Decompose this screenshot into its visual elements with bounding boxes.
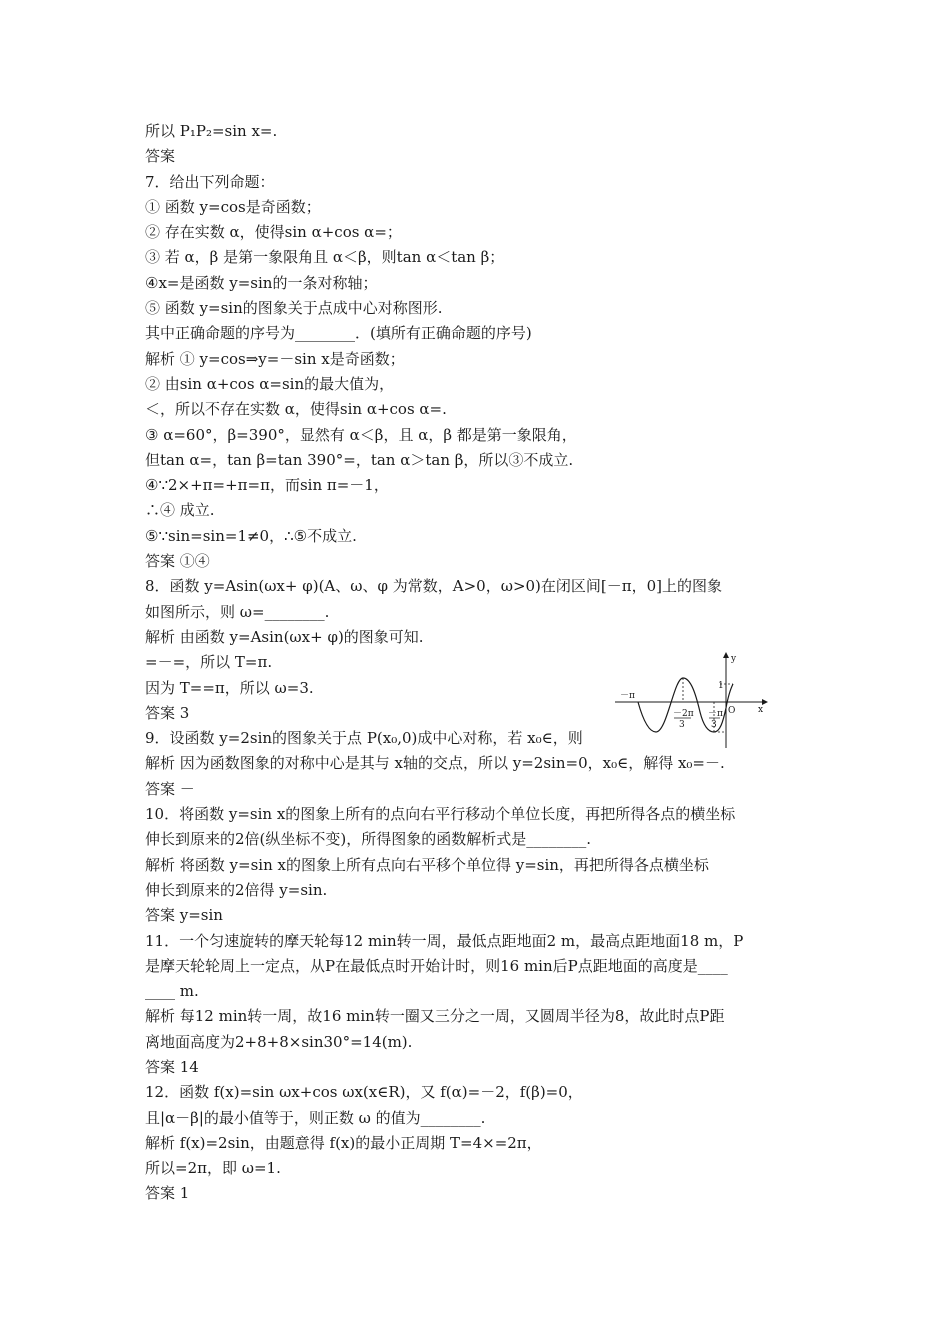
text-line: ③ 若 α，β 是第一象限角且 α＜β，则tan α＜tan β； (145, 248, 505, 267)
text-line: 是摩天轮轮周上一定点，从P在最低点时开始计时，则16 min后P点距地面的高度是____ (145, 956, 728, 975)
one-label: 1 (718, 681, 724, 691)
text-line: 答案 1 (145, 1184, 190, 1203)
text-line: 8．函数 y=Asin(ωx+ φ)(A、ω、φ 为常数，A>0，ω>0)在闭区间[－π，0]上的图象 (145, 577, 723, 596)
text-line: ⑤∵sin=sin=1≠0，∴⑤不成立. (145, 526, 357, 545)
text-line: 10．将函数 y=sin x的图象上所有的点向右平行移动个单位长度，再把所得各点的横坐标 (145, 805, 736, 824)
x-axis-label: x (758, 705, 764, 715)
text-line: 因为 T==π，所以 ω=3. (145, 678, 314, 697)
text-line: ② 由sin α+cos α=sin的最大值为， (145, 374, 395, 393)
text-line: 7．给出下列命题： (145, 172, 275, 191)
text-line: 所以=2π，即 ω=1. (145, 1159, 281, 1178)
text-line: 但tan α=，tan β=tan 390°=，tan α＞tan β，所以③不成立. (145, 450, 574, 469)
text-line: ④x=是函数 y=sin的一条对称轴； (145, 273, 378, 292)
sine-graph-figure (612, 650, 774, 750)
text-line: 解析 ① y=cos⇒y=－sin x是奇函数； (145, 349, 405, 368)
text-line: ∴④ 成立. (145, 501, 215, 520)
text-line: 解析 每12 min转一周，故16 min转一圈又三分之一周，又圆周半径为8，故此时点P距 (145, 1007, 725, 1026)
text-line: 答案 14 (145, 1057, 199, 1076)
text-line: 解析 因为函数图象的对称中心是其与 x轴的交点，所以 y=2sin=0，x₀∈，解得 x₀=－. (145, 754, 725, 773)
text-line: 9．设函数 y=2sin的图象关于点 P(x₀,0)成中心对称，若 x₀∈，则 (145, 729, 583, 748)
text-line: 离地面高度为2+8+8×sin30°=14(m). (145, 1032, 413, 1051)
text-line: 解析 由函数 y=Asin(ωx+ φ)的图象可知. (145, 627, 424, 646)
sine-graph-svg (612, 650, 774, 750)
text-line: 答案 (145, 147, 176, 166)
text-line: 伸长到原来的2倍得 y=sin. (145, 880, 328, 899)
neg-pi-3-numerator: －π (708, 709, 723, 719)
text-line: 解析 将函数 y=sin x的图象上所有点向右平移个单位得 y=sin，再把所得各点横坐标 (145, 855, 709, 874)
text-line: ② 存在实数 α，使得sin α+cos α=； (145, 223, 402, 242)
text-line: 答案 － (145, 779, 195, 798)
text-line: ① 函数 y=cos是奇函数； (145, 197, 321, 216)
text-line: 其中正确命题的序号为________．(填所有正确命题的序号) (145, 324, 532, 343)
neg-pi-3-denominator: 3 (711, 720, 717, 730)
text-line: 且|α－β|的最小值等于，则正数 ω 的值为________. (145, 1108, 486, 1127)
text-line: 答案 y=sin (145, 906, 223, 925)
text-line: ＜，所以不存在实数 α，使得sin α+cos α=. (145, 400, 447, 419)
text-line: ____ m. (145, 982, 199, 1001)
text-line: 如图所示，则 ω=________. (145, 602, 330, 621)
text-line: 解析 f(x)=2sin，由题意得 f(x)的最小正周期 T=4×=2π， (145, 1133, 542, 1152)
neg-2pi-3-denominator: 3 (679, 720, 685, 730)
y-axis-arrow (723, 652, 729, 658)
neg-pi-label: －π (620, 691, 635, 701)
text-line: ③ α=60°，β=390°，显然有 α＜β，且 α，β 都是第一象限角， (145, 425, 577, 444)
text-line: 11．一个匀速旋转的摩天轮每12 min转一周，最低点距地面2 m，最高点距地面18 m，P (145, 931, 744, 950)
text-line: 答案 ①④ (145, 552, 210, 571)
text-line: 所以 P₁P₂=sin x=. (145, 122, 278, 140)
origin-label: O (728, 706, 736, 716)
text-line: =－=，所以 T=π. (145, 653, 273, 672)
y-axis-label: y (731, 654, 737, 664)
neg-2pi-3-numerator: －2π (673, 709, 694, 719)
text-line: 答案 3 (145, 703, 190, 722)
text-line: ⑤ 函数 y=sin的图象关于点成中心对称图形. (145, 299, 443, 318)
text-line: ④∵2×+π=+π=π，而sin π=－1， (145, 476, 389, 495)
text-line: 12．函数 f(x)=sin ωx+cos ωx(x∈R)，又 f(α)=－2，f(β)=0， (145, 1083, 583, 1102)
text-line: 伸长到原来的2倍(纵坐标不变)，所得图象的函数解析式是________. (145, 830, 592, 849)
